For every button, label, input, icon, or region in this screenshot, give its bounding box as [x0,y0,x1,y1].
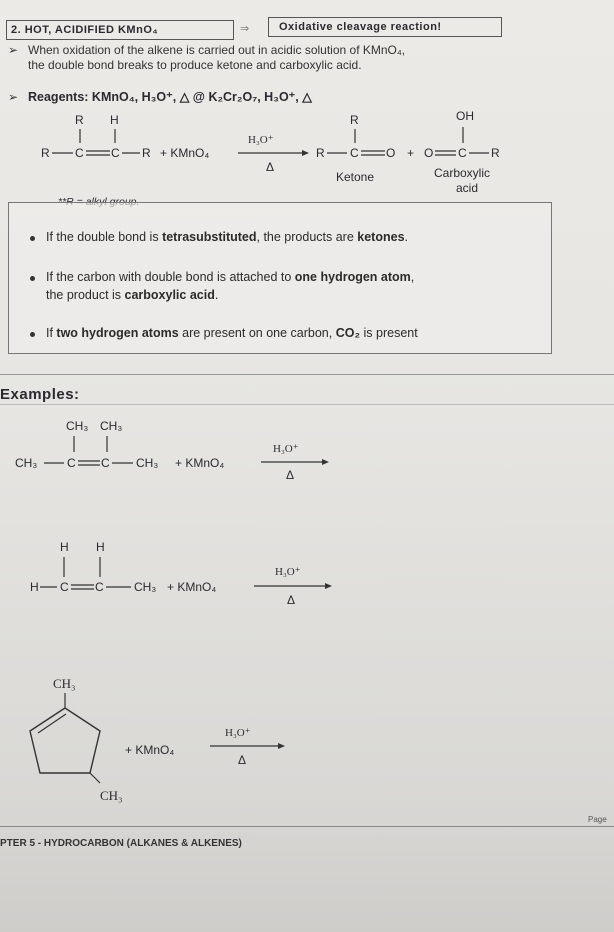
chapter-footer: PTER 5 - HYDROCARBON (ALKANES & ALKENES) [0,838,242,849]
ex1-ch3-right: CH₃ [136,456,159,470]
ex1-ch3-a: CH₃ [66,419,89,433]
r-left-label: R [41,146,50,160]
acid-o: O [424,146,434,160]
h-top-label: H [110,113,119,127]
ex2-h-b: H [96,540,105,554]
ex1-c2: C [101,456,110,470]
bullet-arrow-icon: ➢ [8,90,19,104]
ex1-c1: C [67,456,76,470]
bullet-arrow-icon: ➢ [8,43,19,57]
bullet-dot [30,332,35,337]
h3o-label: H₃O⁺ [248,134,274,146]
example-1-diagram [0,412,614,492]
ex3-reagent: + KMnO₄ [125,743,175,757]
ketone-r-top: R [350,113,359,127]
bullet-dot [30,276,35,281]
c1-label: C [75,146,84,160]
ex2-c2: C [95,580,104,594]
acid-caption-2: acid [456,181,479,195]
ex1-ch3-left: CH₃ [15,456,38,470]
ex2-c1: C [60,580,69,594]
ex2-h-left: H [30,580,39,594]
ex1-reagent: + KMnO₄ [175,456,225,470]
r-top-label: R [75,113,84,127]
ex3-ch3-top: CH₃ [53,676,76,691]
rule-3: If two hydrogen atoms are present on one carbon, CO₂ is present [46,326,418,340]
reagents-label: Reagents: [28,90,89,104]
ex2-reagent: + KMnO₄ [167,580,217,594]
acid-oh: OH [456,109,474,123]
ketone-r-left: R [316,146,325,160]
acid-c: C [458,146,467,160]
divider [0,404,614,405]
footer-divider [0,826,614,827]
ex1-h3o: H₃O⁺ [273,443,299,455]
ex2-ch3: CH₃ [134,580,157,594]
general-reaction-diagram [0,105,614,205]
section-header: 2. HOT, ACIDIFIED KMnO₄ [6,20,234,40]
ex2-h-a: H [60,540,69,554]
rule-1: If the double bond is tetrasubstituted, the products are ketones. [46,230,409,244]
example-2-diagram [0,535,614,615]
reagents-row [28,89,312,104]
ex2-delta: Δ [287,593,296,607]
c2-label: C [111,146,120,160]
r-right-label: R [142,146,151,160]
ex3-delta: Δ [238,753,247,767]
delta-label: Δ [266,160,275,174]
plus-label: + [407,146,415,160]
ex3-ch3-bottom: CH₃ [100,788,123,803]
rule-2: If the carbon with double bond is attached to one hydrogen atom, [46,270,415,284]
reaction-type-box: Oxidative cleavage reaction! [268,17,502,37]
reagents-value: KMnO₄, H₃O⁺, △ @ K₂Cr₂O₇, H₃O⁺, △ [91,90,312,104]
acid-r: R [491,146,500,160]
example-3-diagram [0,668,614,808]
intro-line-2: the double bond breaks to produce ketone and carboxylic acid. [28,58,362,72]
bullet-dot [30,236,35,241]
ex1-delta: Δ [286,468,295,482]
ketone-c: C [350,146,359,160]
ketone-caption: Ketone [336,170,375,184]
intro-line-1: When oxidation of the alkene is carried out in acidic solution of KMnO₄, [28,43,406,57]
ketone-o: O [386,146,396,160]
acid-caption-1: Carboxylic [434,166,491,180]
page-label: Page [588,815,607,824]
kmno4-label: + KMnO₄ [160,146,210,160]
ex3-h3o: H₃O⁺ [225,727,251,739]
examples-title: Examples: [0,386,80,403]
divider [0,374,614,375]
rule-2-line-2: the product is carboxylic acid. [46,288,219,302]
ex1-ch3-b: CH₃ [100,419,123,433]
ex2-h3o: H₃O⁺ [275,566,301,578]
arrow-icon: ⇒ [240,23,250,35]
